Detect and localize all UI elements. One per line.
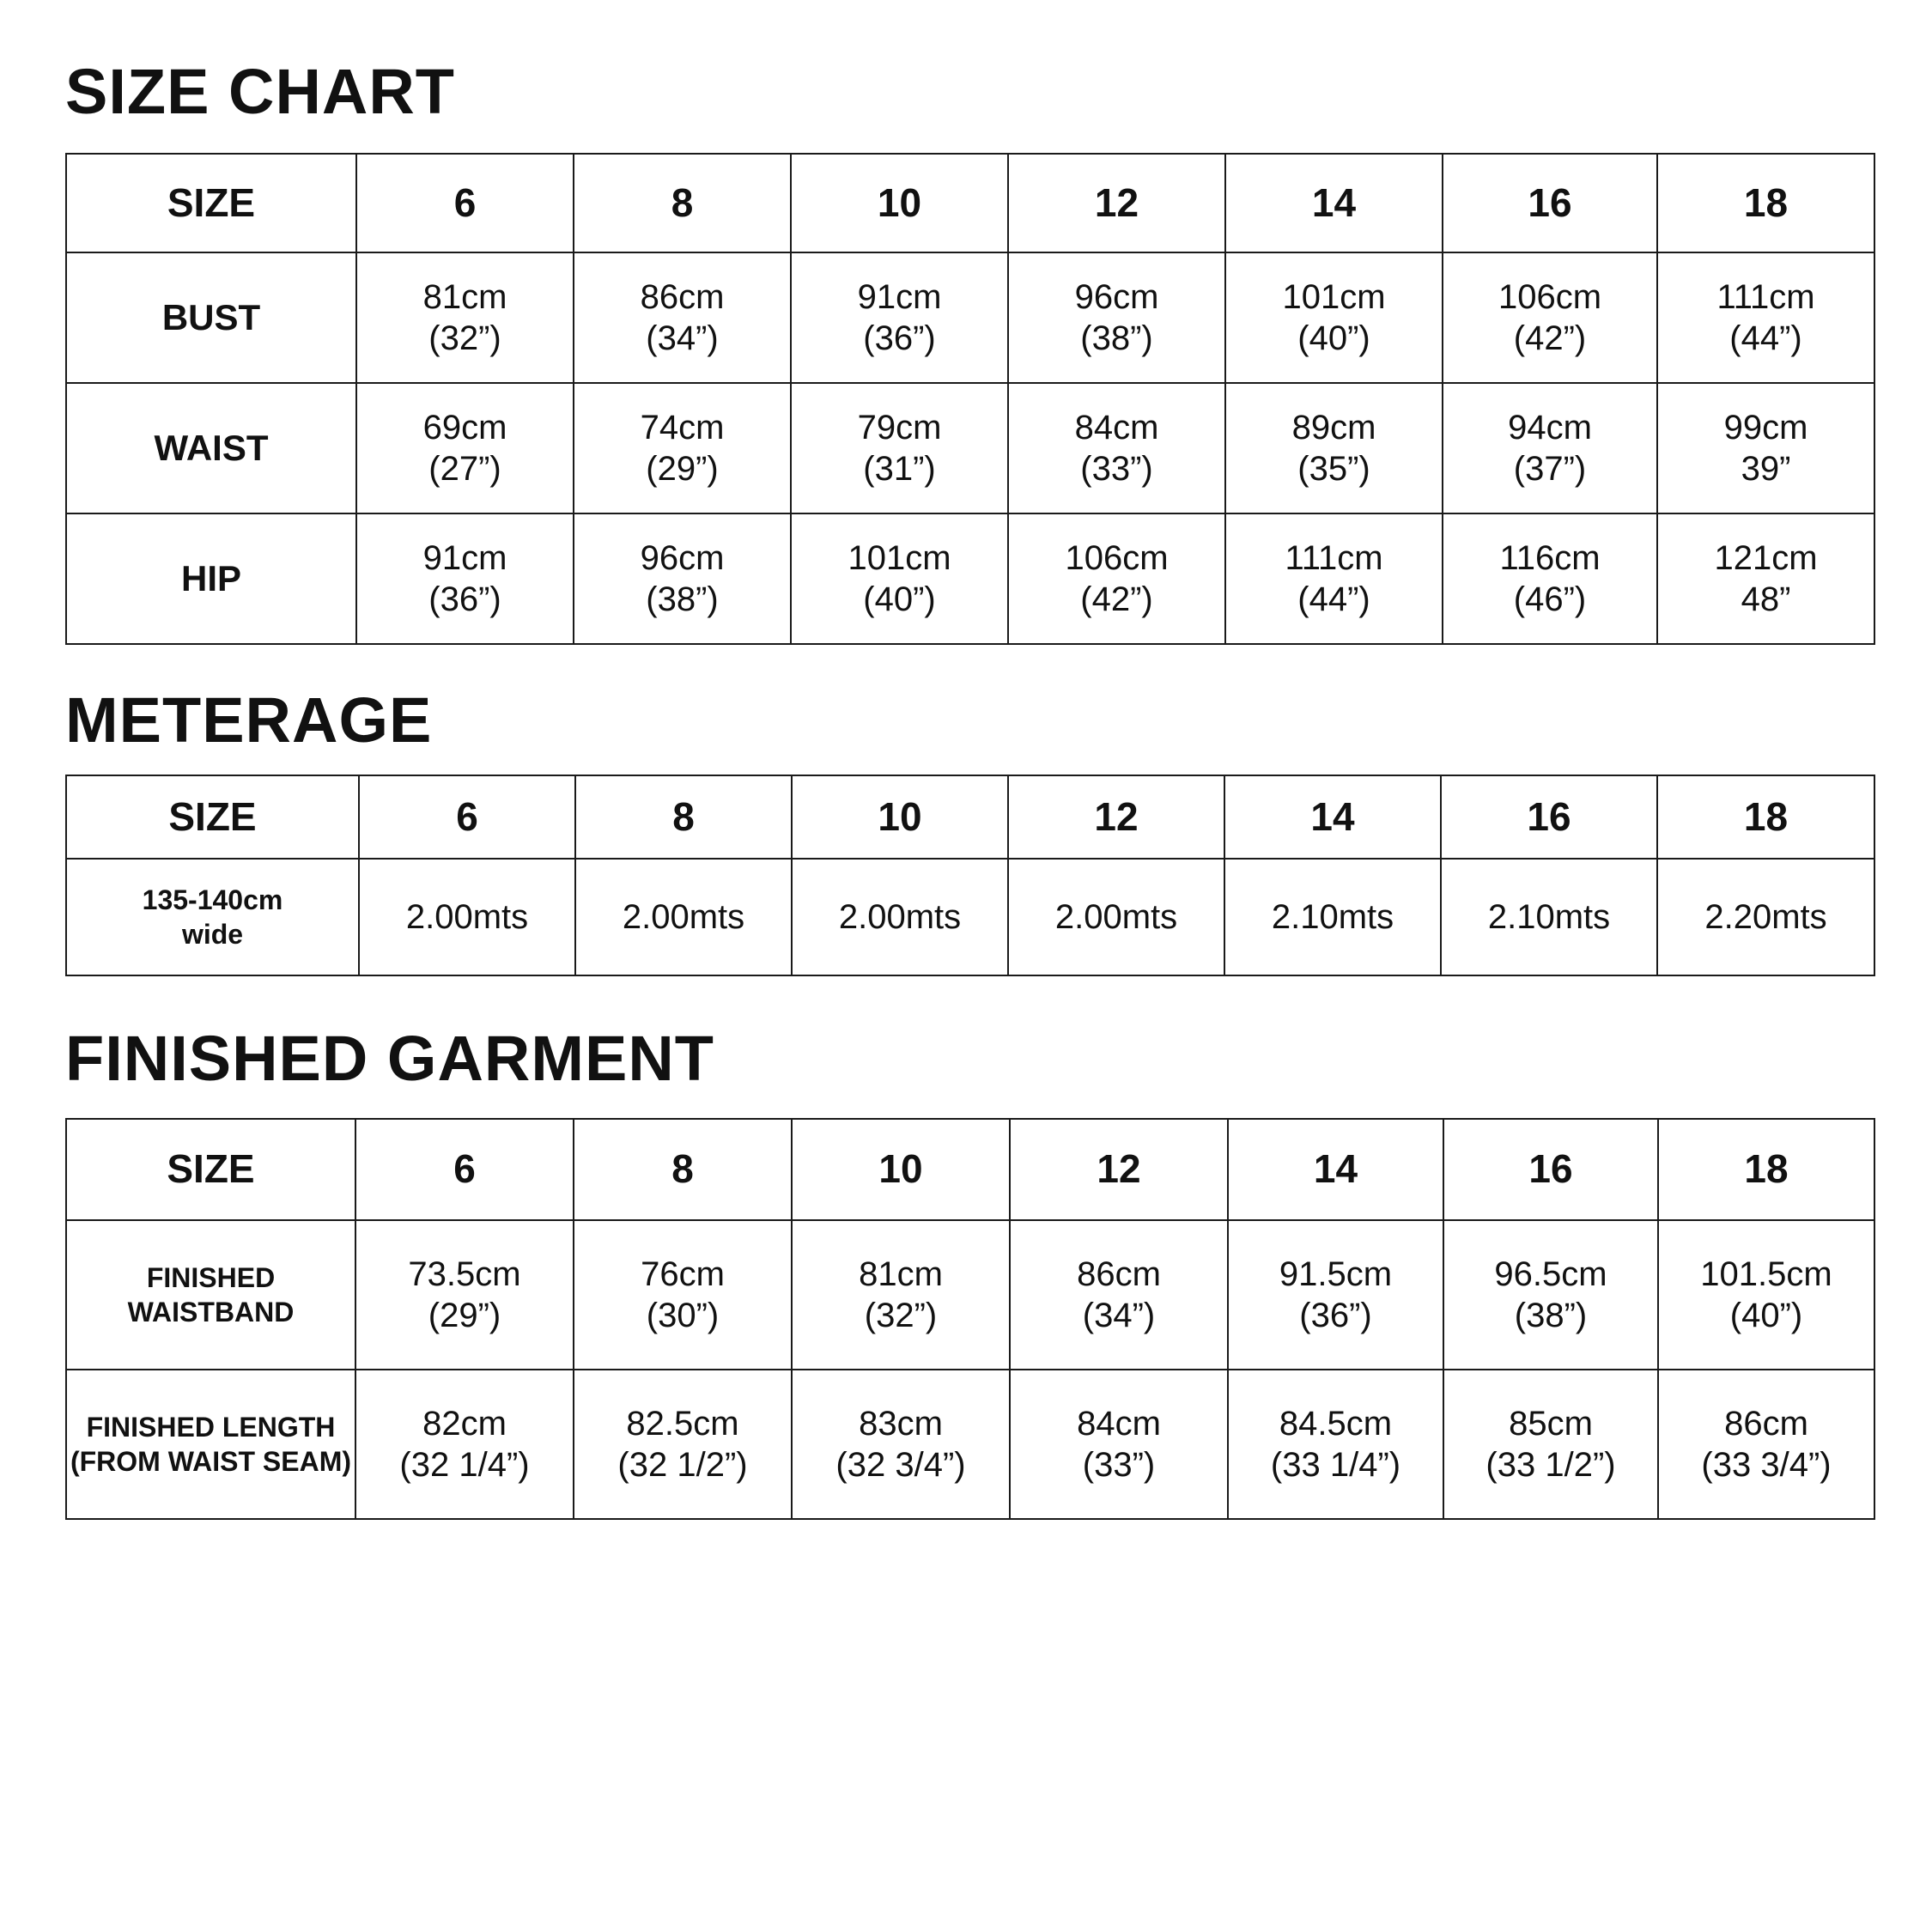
header-cell: 12 xyxy=(1010,1119,1228,1220)
header-cell: 18 xyxy=(1658,1119,1874,1220)
table-cell: 83cm (32 3/4”) xyxy=(792,1370,1010,1519)
table-row xyxy=(66,513,1874,644)
header-cell: 6 xyxy=(355,1119,574,1220)
table-cell: 91cm (36”) xyxy=(791,252,1008,383)
table-row xyxy=(66,383,1874,513)
header-cell: SIZE xyxy=(66,1119,355,1220)
table-cell: 84cm (33”) xyxy=(1010,1370,1228,1519)
row-label: HIP xyxy=(66,513,356,644)
table-cell: 2.00mts xyxy=(792,859,1008,975)
table-cell: 86cm (34”) xyxy=(1010,1220,1228,1370)
row-label: FINISHED LENGTH (FROM WAIST SEAM) xyxy=(66,1370,355,1519)
table-cell: 81cm (32”) xyxy=(792,1220,1010,1370)
table-row xyxy=(66,859,1874,975)
table-cell: 101cm (40”) xyxy=(1225,252,1443,383)
table-cell: 96cm (38”) xyxy=(1008,252,1225,383)
header-cell: 12 xyxy=(1008,154,1225,252)
header-cell: SIZE xyxy=(66,775,359,859)
header-cell: 14 xyxy=(1225,154,1443,252)
table-cell: 2.00mts xyxy=(1008,859,1224,975)
table-cell: 2.20mts xyxy=(1657,859,1874,975)
table-cell: 91cm (36”) xyxy=(356,513,574,644)
table-cell: 69cm (27”) xyxy=(356,383,574,513)
header-cell: 10 xyxy=(792,775,1008,859)
table-cell: 116cm (46”) xyxy=(1443,513,1657,644)
row-label: 135-140cm wide xyxy=(66,859,359,975)
table-cell: 82.5cm (32 1/2”) xyxy=(574,1370,792,1519)
table-cell: 73.5cm (29”) xyxy=(355,1220,574,1370)
row-label: WAIST xyxy=(66,383,356,513)
table-row xyxy=(66,1220,1874,1370)
table-cell: 86cm (33 3/4”) xyxy=(1658,1370,1874,1519)
table-cell: 96.5cm (38”) xyxy=(1443,1220,1658,1370)
table-cell: 101.5cm (40”) xyxy=(1658,1220,1874,1370)
table-cell: 84.5cm (33 1/4”) xyxy=(1228,1370,1443,1519)
header-cell: 10 xyxy=(792,1119,1010,1220)
header-cell: 10 xyxy=(791,154,1008,252)
table-cell: 2.00mts xyxy=(575,859,792,975)
row-label: FINISHED WAISTBAND xyxy=(66,1220,355,1370)
table-cell: 121cm 48” xyxy=(1657,513,1874,644)
table-cell: 85cm (33 1/2”) xyxy=(1443,1370,1658,1519)
table-cell: 99cm 39” xyxy=(1657,383,1874,513)
header-cell: 6 xyxy=(359,775,575,859)
size-chart-header-row xyxy=(66,154,1874,252)
table-cell: 76cm (30”) xyxy=(574,1220,792,1370)
header-cell: 8 xyxy=(574,1119,792,1220)
table-cell: 101cm (40”) xyxy=(791,513,1008,644)
table-cell: 82cm (32 1/4”) xyxy=(355,1370,574,1519)
table-cell: 94cm (37”) xyxy=(1443,383,1657,513)
table-cell: 111cm (44”) xyxy=(1657,252,1874,383)
table-cell: 86cm (34”) xyxy=(574,252,791,383)
table-cell: 2.10mts xyxy=(1441,859,1657,975)
table-row xyxy=(66,1370,1874,1519)
size-chart-table xyxy=(65,153,1875,645)
table-cell: 111cm (44”) xyxy=(1225,513,1443,644)
header-cell: 16 xyxy=(1443,154,1657,252)
row-label: BUST xyxy=(66,252,356,383)
meterage-header-row xyxy=(66,775,1874,859)
table-cell: 106cm (42”) xyxy=(1008,513,1225,644)
header-cell: 18 xyxy=(1657,775,1874,859)
header-cell: 12 xyxy=(1008,775,1224,859)
table-cell: 2.10mts xyxy=(1224,859,1441,975)
table-cell: 81cm (32”) xyxy=(356,252,574,383)
table-cell: 96cm (38”) xyxy=(574,513,791,644)
table-row xyxy=(66,252,1874,383)
meterage-title: METERAGE xyxy=(65,684,433,756)
table-cell: 74cm (29”) xyxy=(574,383,791,513)
table-cell: 106cm (42”) xyxy=(1443,252,1657,383)
finished-garment-header-row xyxy=(66,1119,1874,1220)
size-chart-title: SIZE CHART xyxy=(65,56,455,127)
table-cell: 79cm (31”) xyxy=(791,383,1008,513)
header-cell: SIZE xyxy=(66,154,356,252)
table-cell: 91.5cm (36”) xyxy=(1228,1220,1443,1370)
meterage-table xyxy=(65,775,1875,976)
table-cell: 84cm (33”) xyxy=(1008,383,1225,513)
header-cell: 14 xyxy=(1224,775,1441,859)
table-cell: 89cm (35”) xyxy=(1225,383,1443,513)
finished-garment-title: FINISHED GARMENT xyxy=(65,1023,714,1094)
header-cell: 16 xyxy=(1443,1119,1658,1220)
header-cell: 14 xyxy=(1228,1119,1443,1220)
header-cell: 8 xyxy=(575,775,792,859)
header-cell: 8 xyxy=(574,154,791,252)
finished-garment-table xyxy=(65,1118,1875,1520)
header-cell: 6 xyxy=(356,154,574,252)
header-cell: 18 xyxy=(1657,154,1874,252)
header-cell: 16 xyxy=(1441,775,1657,859)
table-cell: 2.00mts xyxy=(359,859,575,975)
